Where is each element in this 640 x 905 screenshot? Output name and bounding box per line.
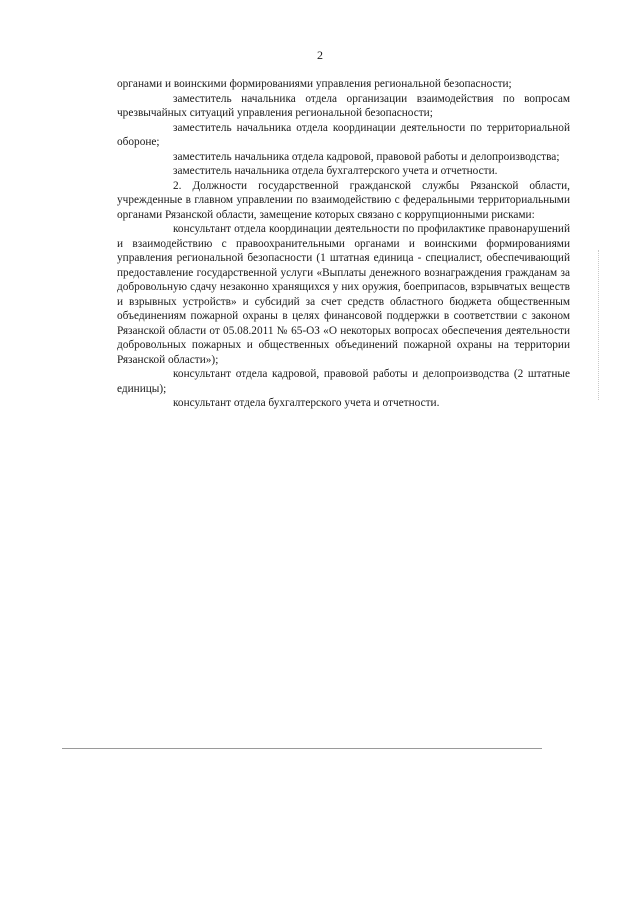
paragraph: заместитель начальника отдела организации взаимодействия по вопросам чрезвычайных ситуаций управления региональной безопасности;	[117, 92, 570, 119]
paragraph: заместитель начальника отдела координации деятельности по территориальной обороне;	[117, 121, 570, 148]
document-body	[117, 77, 570, 411]
paragraph: консультант отдела бухгалтерского учета и отчетности.	[173, 397, 440, 409]
page-number: 2	[317, 48, 323, 62]
bottom-rule	[62, 748, 542, 749]
paragraph: заместитель начальника отдела кадровой, правовой работы и делопроизводства;	[173, 150, 560, 163]
paragraph: консультант отдела координации деятельности по профилактике правонарушений и взаимодействию с правоохранительными органами и воинскими формированиями управления региональной безопасности (1 штатная единица - специалист, обеспечивающий предоставление государственной услуги «Выплаты денежного вознаграждения гражданам за добровольную сдачу незаконно хранящихся у них оружия, боеприпасов, взрывчатых веществ и взрывных устройств» и субсидий за счет средств областного бюджета общественным объединениям пожарной охраны в целях финансовой поддержки в соответствии с законом Рязанской области от 05.08.2011 № 65-ОЗ «О некоторых вопросах обеспечения деятельности добровольных пожарных и общественных объединений пожарной охраны на территории Рязанской области»);	[117, 223, 570, 366]
section-heading-paragraph: 2. Должности государственной гражданской службы Рязанской области, учрежденные в главном управлении по взаимодействию с федеральными территориальными органами Рязанской области, замещение которых связано с коррупционными рисками:	[117, 179, 570, 221]
paragraph: заместитель начальника отдела бухгалтерского учета и отчетности.	[173, 165, 498, 177]
margin-scan-mark	[598, 250, 599, 400]
paragraph: консультант отдела кадровой, правовой работы и делопроизводства (2 штатные единицы);	[117, 368, 570, 395]
paragraph-continuation: органами и воинскими формированиями управления региональной безопасности;	[117, 78, 512, 90]
